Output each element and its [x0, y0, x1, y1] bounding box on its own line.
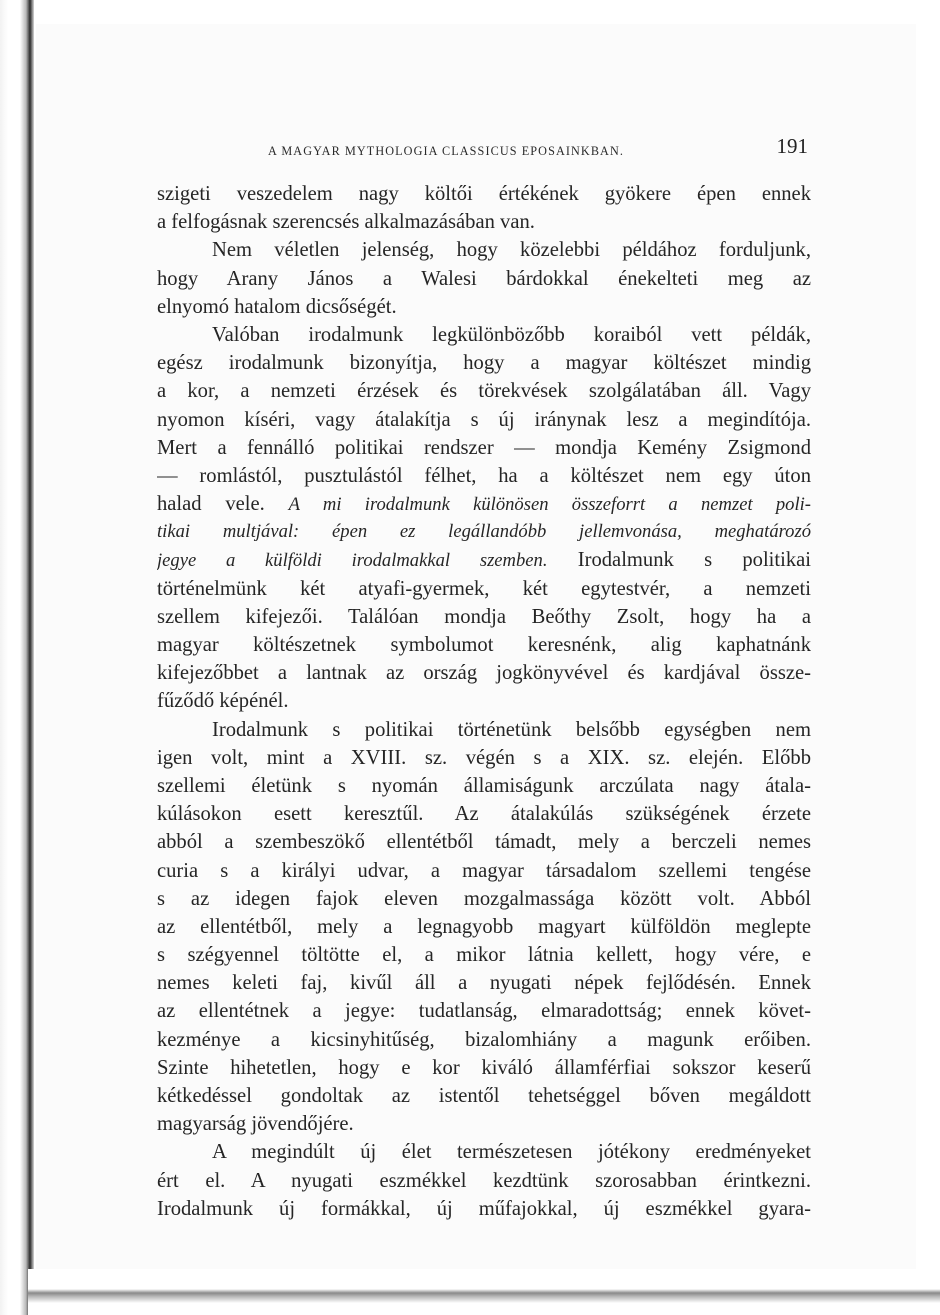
text-span: halad vele.	[157, 493, 289, 516]
text-line: kezménye a kicsinyhitűség, bizalomhiány a magunk erőiben.	[157, 1028, 811, 1051]
body-text	[157, 180, 811, 1223]
text-line: kétkedéssel gondoltak az istentől tehetséggel bőven megáldott	[157, 1085, 811, 1107]
text-line: a felfogásnak szerencsés alkalmazásában van.	[157, 211, 535, 234]
text-line: kúlásokon esett keresztűl. Az átalakúlás szükségének érzete	[157, 803, 811, 826]
text-line: szellemi életünk s nyomán államiságunk arczúlata nagy átala-	[157, 774, 811, 797]
text-line: a kor, a nemzeti érzések és törekvések szolgálatában áll. Vagy	[157, 380, 811, 403]
text-line: s az idegen fajok eleven mozgalmassága között volt. Abból	[157, 887, 811, 910]
text-line: nemes keleti faj, kivűl áll a nyugati népek fejlődésén. Ennek	[157, 972, 811, 995]
text-line: az ellentétből, mely a legnagyobb magyart külföldön meglepte	[157, 915, 811, 938]
italic-span: jegye a külföldi irodalmakkal szemben.	[157, 550, 548, 572]
text-line-italic: tikai multjával: épen ez legállandóbb jellemvonása, meghatározó	[157, 521, 811, 543]
text-line: hogy Arany János a Walesi bárdokkal énekelteti meg az	[157, 267, 811, 290]
text-line-mixed	[157, 490, 811, 518]
text-line: fűződő képénél.	[157, 690, 289, 713]
text-line: — romlástól, pusztulástól félhet, ha a költészet nem egy úton	[157, 464, 811, 487]
text-line: igen volt, mint a XVIII. sz. végén s a XIX. sz. elején. Előbb	[157, 746, 811, 769]
text-line: kifejezőbbet a lantnak az ország jogkönyvével és kardjával össze-	[157, 662, 811, 685]
text-line: egész irodalmunk bizonyítja, hogy a magyar költészet mindig	[157, 352, 811, 375]
text-line: abból a szembeszökő ellentétből támadt, mely a berczeli nemes	[157, 831, 811, 854]
text-line: Szinte hihetetlen, hogy e kor kiváló államférfiai sokszor keserű	[157, 1056, 811, 1079]
text-line: magyarság jövendőjére.	[157, 1113, 354, 1136]
page-number: 191	[776, 134, 808, 158]
text-line: szigeti veszedelem nagy költői értékének gyökere épen ennek	[157, 183, 811, 205]
text-line: s szégyennel töltötte el, a mikor látnia kellett, hogy vére, e	[157, 944, 811, 967]
text-line: az ellentétnek a jegye: tudatlanság, elmaradottság; ennek követ-	[157, 1000, 811, 1023]
text-line: Mert a fennálló politikai rendszer — mondja Kemény Zsigmond	[157, 436, 811, 459]
text-line: curia s a királyi udvar, a magyar társadalom szellemi tengése	[157, 859, 811, 882]
text-line: szellem kifejezői. Találóan mondja Beőthy Zsolt, hogy ha a	[157, 605, 811, 628]
text-line: Valóban irodalmunk legkülönbözőbb koraiból vett példák,	[212, 323, 811, 346]
text-line-mixed	[157, 546, 811, 574]
text-line: A megindúlt új élet természetesen jótékony eredményeket	[212, 1141, 811, 1164]
scan-binding-edge	[0, 0, 34, 1315]
text-line: Irodalmunk új formákkal, új műfajokkal, új eszmékkel gyara-	[157, 1197, 811, 1220]
text-line: Irodalmunk s politikai történetünk belsőbb egységben nem	[212, 718, 811, 741]
text-line: elnyomó hatalom dicsőségét.	[157, 295, 397, 318]
scan-bottom-edge	[28, 1269, 940, 1315]
running-head: A MAGYAR MYTHOLOGIA CLASSICUS EPOSAINKBAN.	[268, 144, 624, 158]
text-line: Nem véletlen jelenség, hogy közelebbi példához forduljunk,	[212, 239, 811, 262]
text-line: ért el. A nyugati eszmékkel kezdtünk szorosabban érintkezni.	[157, 1169, 811, 1192]
text-line: nyomon kíséri, vagy átalakítja s új iránynak lesz a megindítója.	[157, 408, 811, 431]
text-span: Irodalmunk s politikai	[547, 549, 811, 572]
italic-span: A mi irodalmunk különösen összeforrt a nemzet poli-	[288, 494, 811, 516]
page-header	[268, 134, 808, 164]
text-line: történelmünk két atyafi-gyermek, két egytestvér, a nemzeti	[157, 577, 811, 600]
text-line: magyar költészetnek symbolumot keresnénk, alig kaphatnánk	[157, 634, 811, 656]
